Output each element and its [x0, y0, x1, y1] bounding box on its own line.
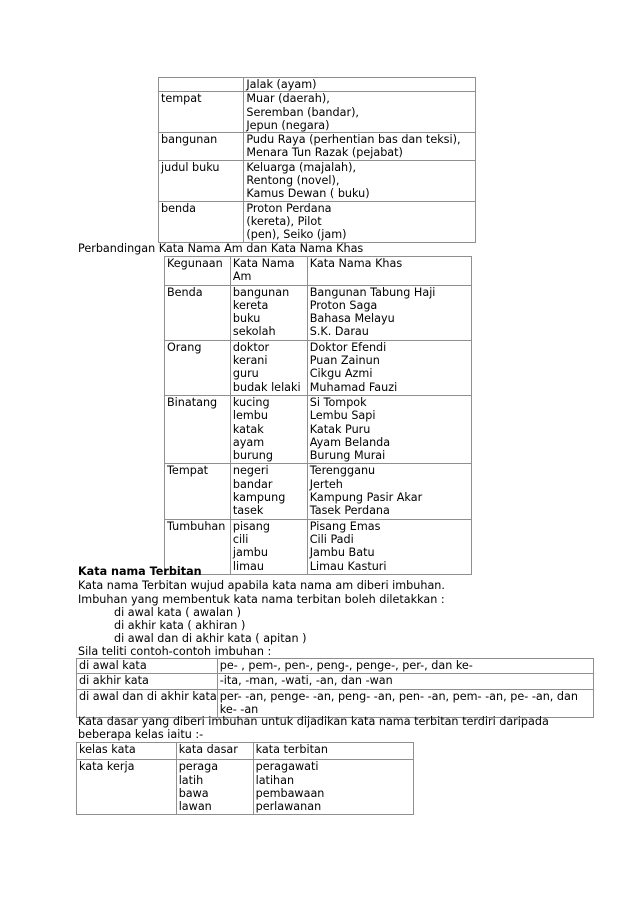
cell-text: latih: [178, 773, 204, 787]
table-cell: [165, 464, 231, 519]
cell-text: Orang: [167, 340, 202, 354]
cell-text: Benda: [167, 285, 203, 299]
cell-text: Tumbuhan: [167, 519, 226, 533]
cell-text: sekolah: [232, 325, 276, 339]
table-cell: [165, 340, 231, 395]
table-row: [159, 160, 476, 201]
cell-text: Si Tompok: [309, 395, 367, 409]
cell-text: Terengganu: [309, 464, 376, 478]
paragraph-4-line: beberapa kelas iaitu :-: [78, 728, 204, 741]
table-cell: [244, 92, 476, 133]
header-text: Kata Nama Khas: [309, 257, 403, 270]
table-cell: [307, 464, 471, 519]
cell-text: bandar: [232, 477, 273, 491]
cell-text: ke- -an: [219, 702, 259, 716]
cell-text: ayam: [232, 435, 265, 449]
cell-text: katak: [232, 422, 264, 436]
column-header: [165, 257, 231, 286]
table-cell: [230, 519, 307, 574]
header-text: kata terbitan: [255, 743, 328, 756]
cell-text: Jalak (ayam): [246, 78, 317, 91]
table-cell: [159, 133, 244, 161]
cell-text: Pudu Raya (perhentian bas dan teksi),: [246, 133, 461, 147]
table-header-row: [77, 743, 414, 760]
table-cell: [159, 78, 244, 92]
cell-text: Cili Padi: [309, 532, 354, 546]
list-item: di awal kata ( awalan ): [114, 606, 241, 619]
cell-text: buku: [232, 312, 261, 326]
table-cell: [77, 674, 218, 689]
cell-text: lembu: [232, 409, 268, 423]
cell-text: -ita, -man, -wati, -an, dan -wan: [219, 674, 393, 688]
cell-text: Cikgu Azmi: [309, 367, 373, 381]
table-cell: [230, 340, 307, 395]
cell-text: Bahasa Melayu: [309, 312, 395, 326]
paragraph-4-line: Kata dasar yang diberi imbuhan untuk dijadikan kata nama terbitan terdiri daripada: [78, 715, 549, 728]
cell-text: burung: [232, 449, 273, 463]
cell-text: Tempat: [167, 464, 209, 478]
table-cell: [307, 395, 471, 463]
table-cell: [307, 519, 471, 574]
table-row: [77, 659, 594, 674]
table-cell: [307, 340, 471, 395]
cell-text: tempat: [161, 92, 202, 106]
cell-text: Jerteh: [309, 477, 343, 491]
cell-text: budak lelaki: [232, 380, 301, 394]
column-header: [176, 743, 253, 760]
table-cell: [217, 689, 593, 718]
cell-text: Proton Saga: [309, 298, 378, 312]
list-item: di akhir kata ( akhiran ): [114, 619, 246, 632]
cell-text: kerani: [232, 354, 268, 368]
cell-text: S.K. Darau: [309, 325, 369, 339]
cell-text: pembawaan: [255, 786, 325, 800]
cell-text: di awal kata: [79, 659, 147, 672]
examples-table: [158, 77, 476, 243]
word-class-table: [76, 742, 414, 815]
cell-text: (kereta), Pilot: [246, 214, 322, 228]
cell-text: Rentong (novel),: [246, 174, 340, 188]
cell-text: guru: [232, 367, 259, 381]
cell-text: kereta: [232, 298, 269, 312]
table-row: [159, 92, 476, 133]
cell-text: Puan Zainun: [309, 354, 380, 368]
cell-text: doktor: [232, 340, 270, 354]
cell-text: Seremban (bandar),: [246, 105, 359, 119]
table-cell: [230, 395, 307, 463]
header-text: kata dasar: [178, 743, 238, 756]
table-cell: [244, 78, 476, 92]
table-cell: [244, 201, 476, 242]
cell-text: Jepun (negara): [246, 118, 330, 132]
section-title: Kata nama Terbitan: [78, 565, 202, 578]
table-cell: [159, 201, 244, 242]
cell-text: perlawanan: [255, 800, 322, 814]
cell-text: Burung Murai: [309, 449, 386, 463]
cell-text: (pen), Seiko (jam): [246, 228, 347, 242]
table-row: [159, 201, 476, 242]
table-row: [165, 395, 472, 463]
cell-text: Bangunan Tabung Haji: [309, 285, 436, 299]
table-cell: [253, 760, 413, 815]
cell-text: Muar (daerah),: [246, 92, 330, 106]
cell-text: cili: [232, 532, 249, 546]
table-cell: [77, 659, 218, 674]
column-header: [77, 743, 177, 760]
column-header: [253, 743, 413, 760]
table-cell: [307, 285, 471, 340]
paragraph-3: Sila teliti contoh-contoh imbuhan :: [78, 645, 272, 658]
cell-text: Proton Perdana: [246, 201, 332, 215]
table-header-row: [165, 257, 472, 286]
cell-text: peraga: [178, 760, 219, 774]
cell-text: per- -an, penge- -an, peng- -an, pen- -an, pem- -an, pe- -an, dan: [219, 689, 578, 703]
list-item: di awal dan di akhir kata ( apitan ): [114, 632, 307, 645]
cell-text: latihan: [255, 773, 295, 787]
table-cell: [244, 133, 476, 161]
cell-text: pe- , pem-, pen-, peng-, penge-, per-, dan ke-: [219, 659, 473, 672]
paragraph-1: Kata nama Terbitan wujud apabila kata nama am diberi imbuhan.: [78, 579, 445, 592]
cell-text: benda: [161, 201, 197, 215]
cell-text: Menara Tun Razak (pejabat): [246, 146, 403, 160]
table-row: [159, 78, 476, 92]
table-row: [165, 285, 472, 340]
cell-text: di akhir kata: [79, 674, 149, 688]
cell-text: Tasek Perdana: [309, 504, 390, 518]
header-text: Kegunaan: [167, 257, 223, 270]
cell-text: bangunan: [232, 285, 290, 299]
cell-text: judul buku: [161, 160, 220, 174]
cell-text: kucing: [232, 395, 270, 409]
cell-text: limau: [232, 559, 264, 573]
table-cell: [230, 285, 307, 340]
cell-text: Keluarga (majalah),: [246, 160, 357, 174]
cell-text: bawa: [178, 786, 209, 800]
affix-table: [76, 658, 594, 718]
table-cell: [77, 760, 177, 815]
cell-text: Pisang Emas: [309, 519, 381, 533]
table-row: [165, 464, 472, 519]
cell-text: Limau Kasturi: [309, 559, 387, 573]
comparison-table: [164, 256, 472, 575]
table-cell: [159, 160, 244, 201]
header-text: kelas kata: [79, 743, 136, 756]
table-cell: [165, 285, 231, 340]
table-cell: [159, 92, 244, 133]
table-row: [77, 689, 594, 718]
table-cell: [77, 689, 218, 718]
table-cell: [176, 760, 253, 815]
cell-text: lawan: [178, 800, 212, 814]
table-row: [165, 519, 472, 574]
cell-text: Ayam Belanda: [309, 435, 391, 449]
cell-text: kata kerja: [79, 760, 135, 774]
cell-text: Binatang: [167, 395, 218, 409]
cell-text: jambu: [232, 546, 268, 560]
table-cell: [230, 464, 307, 519]
table-row: [77, 674, 594, 689]
table-row: [77, 760, 414, 815]
table-cell: [217, 674, 593, 689]
table-cell: [244, 160, 476, 201]
header-text: Am: [232, 270, 252, 284]
cell-text: Kampung Pasir Akar: [309, 491, 423, 505]
comparison-heading: Perbandingan Kata Nama Am dan Kata Nama Khas: [78, 242, 364, 255]
column-header: [230, 257, 307, 286]
paragraph-2: Imbuhan yang membentuk kata nama terbitan boleh diletakkan :: [78, 593, 445, 606]
cell-text: peragawati: [255, 760, 319, 774]
cell-text: Muhamad Fauzi: [309, 380, 398, 394]
cell-text: pisang: [232, 519, 270, 533]
cell-text: Kamus Dewan ( buku): [246, 187, 370, 201]
cell-text: di awal dan di akhir kata: [79, 689, 217, 703]
cell-text: Lembu Sapi: [309, 409, 376, 423]
table-cell: [217, 659, 593, 674]
table-cell: [165, 395, 231, 463]
column-header: [307, 257, 471, 286]
table-row: [159, 133, 476, 161]
header-text: Kata Nama: [232, 257, 295, 270]
cell-text: Katak Puru: [309, 422, 371, 436]
cell-text: negeri: [232, 464, 269, 478]
cell-text: bangunan: [161, 133, 218, 147]
cell-text: kampung: [232, 491, 286, 505]
cell-text: Jambu Batu: [309, 546, 375, 560]
cell-text: tasek: [232, 504, 264, 518]
cell-text: Doktor Efendi: [309, 340, 387, 354]
table-row: [165, 340, 472, 395]
